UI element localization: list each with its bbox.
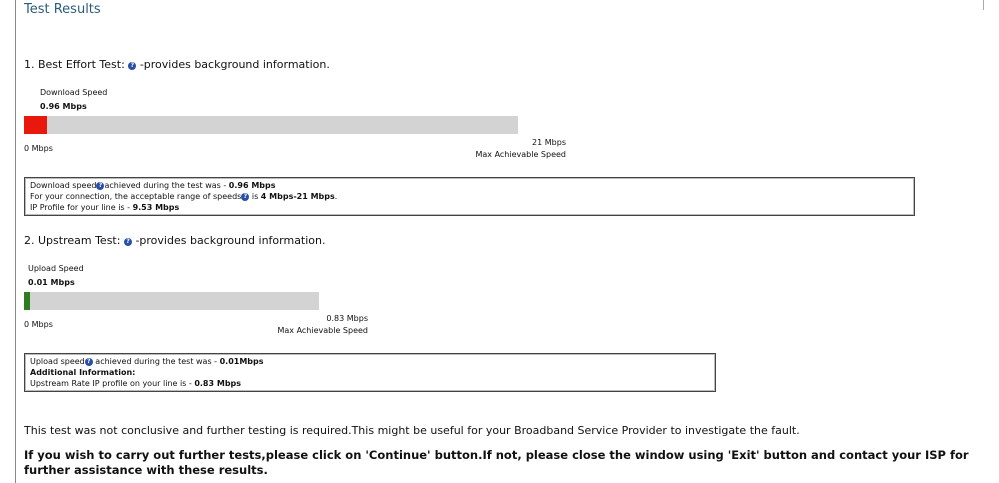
download-heading-text: 1. Best Effort Test: — [24, 58, 125, 71]
upload-min-label: 0 Mbps — [24, 320, 53, 329]
page-left-border — [15, 0, 16, 483]
help-icon[interactable]: ? — [128, 62, 136, 70]
upload-speed-bar — [24, 292, 319, 310]
upload-section-heading — [24, 234, 326, 247]
help-icon[interactable]: ? — [124, 238, 132, 246]
upload-heading-suffix: -provides background information. — [135, 234, 326, 247]
download-min-label: 0 Mbps — [24, 144, 53, 153]
download-info-box — [24, 177, 915, 216]
upload-info-line-1: Upload speed ? achieved during the test was - 0.01Mbps — [30, 357, 264, 366]
download-info-line-1: Download speed ? achieved during the test was - 0.96 Mbps — [30, 181, 276, 190]
upload-max-value: 0.83 Mbps — [326, 314, 368, 323]
download-info-line-3: IP Profile for your line is - 9.53 Mbps — [30, 203, 180, 212]
help-icon[interactable]: ? — [241, 193, 249, 201]
help-icon[interactable]: ? — [96, 182, 104, 190]
upload-speed-label: Upload Speed — [28, 264, 84, 273]
download-speed-bar — [24, 116, 518, 134]
download-max-value: 21 Mbps — [532, 138, 566, 147]
inconclusive-note: This test was not conclusive and further testing is required.This might be useful for your Broadband Service Provider to investigate the fault. — [24, 424, 800, 437]
page-right-border — [983, 0, 984, 10]
upload-speed-bar-fill — [24, 292, 30, 310]
download-max-label: Max Achievable Speed — [475, 150, 566, 159]
upload-info-line-2: Additional Information: — [30, 368, 136, 377]
further-testing-instruction: If you wish to carry out further tests,please click on 'Continue' button.If not, please close the window using 'Exit' button and contact your ISP for further assistance with these results. — [24, 448, 969, 477]
download-info-line-2: For your connection, the acceptable range of speeds ? is 4 Mbps-21 Mbps. — [30, 192, 338, 201]
help-icon[interactable]: ? — [85, 358, 93, 366]
download-speed-bar-fill — [24, 116, 47, 134]
upload-info-box — [24, 353, 716, 392]
download-heading-suffix: -provides background information. — [139, 58, 330, 71]
download-speed-label: Download Speed — [40, 88, 108, 97]
upload-heading-text: 2. Upstream Test: — [24, 234, 121, 247]
download-speed-value: 0.96 Mbps — [40, 102, 87, 111]
upload-max-label: Max Achievable Speed — [277, 326, 368, 335]
download-section-heading — [24, 58, 330, 71]
upload-speed-value: 0.01 Mbps — [28, 278, 75, 287]
page-title: Test Results — [24, 2, 101, 17]
upload-info-line-3: Upstream Rate IP profile on your line is - 0.83 Mbps — [30, 379, 242, 388]
